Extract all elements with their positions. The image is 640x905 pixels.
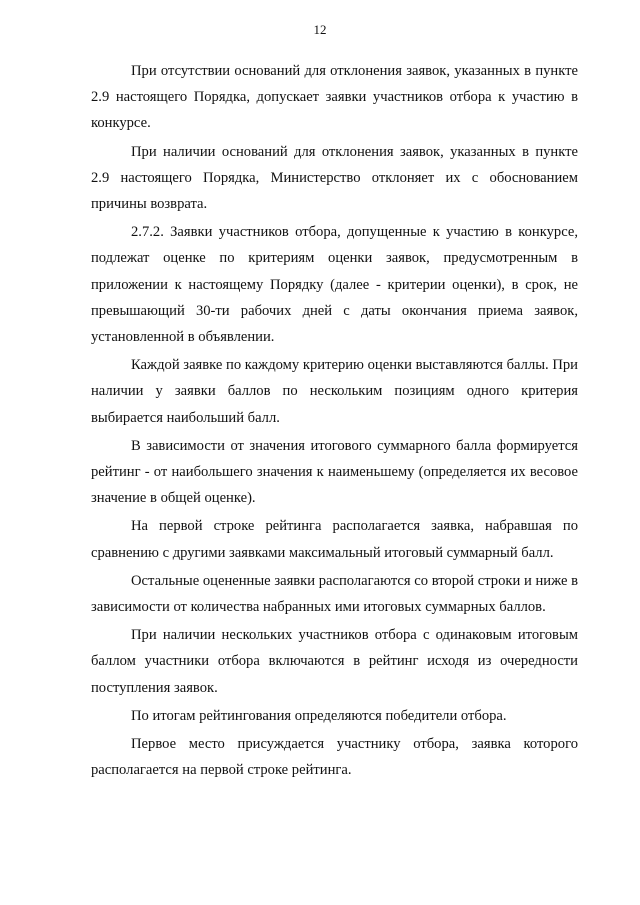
paragraph: При наличии нескольких участников отбора с одинаковым итоговым баллом участники отбора включаются в рейтинг исходя из очередности поступления заявок.: [91, 627, 578, 696]
paragraph: По итогам рейтингования определяются победители отбора.: [131, 707, 507, 724]
paragraph: 2.7.2. Заявки участников отбора, допущенные к участию в конкурсе, подлежат оценке по критериям оценки заявок, предусмотренным в приложении к настоящему Порядку (далее - критерии оценки), в срок, не превышающий 30-ти рабочих дней с даты окончания приема заявок, установленной в объявлении.: [91, 224, 578, 346]
paragraph: В зависимости от значения итогового суммарного балла формируется рейтинг - от наибольшего значения к наименьшему (определяется их весовое значение в общей оценке).: [91, 437, 578, 507]
paragraph: При отсутствии оснований для отклонения заявок, указанных в пункте 2.9 настоящего Порядка, допускает заявки участников отбора к участию в конкурсе.: [91, 63, 578, 132]
paragraph: При наличии оснований для отклонения заявок, указанных в пункте 2.9 настоящего Порядка, Министерство отклоняет их с обоснованием причины возврата.: [91, 143, 578, 213]
paragraph: Каждой заявке по каждому критерию оценки выставляются баллы. При наличии у заявки баллов по нескольким позициям одного критерия выбирается наибольший балл.: [91, 357, 578, 426]
paragraph: Остальные оцененные заявки располагаются со второй строки и ниже в зависимости от количества набранных ими итоговых суммарных баллов.: [91, 572, 578, 616]
paragraph: На первой строке рейтинга располагается заявка, набравшая по сравнению с другими заявками максимальный итоговый суммарный балл.: [91, 518, 578, 561]
document-body: [91, 58, 578, 783]
paragraph: Первое место присуждается участнику отбора, заявка которого располагается на первой строке рейтинга.: [91, 736, 578, 779]
page-number: 12: [313, 22, 327, 37]
